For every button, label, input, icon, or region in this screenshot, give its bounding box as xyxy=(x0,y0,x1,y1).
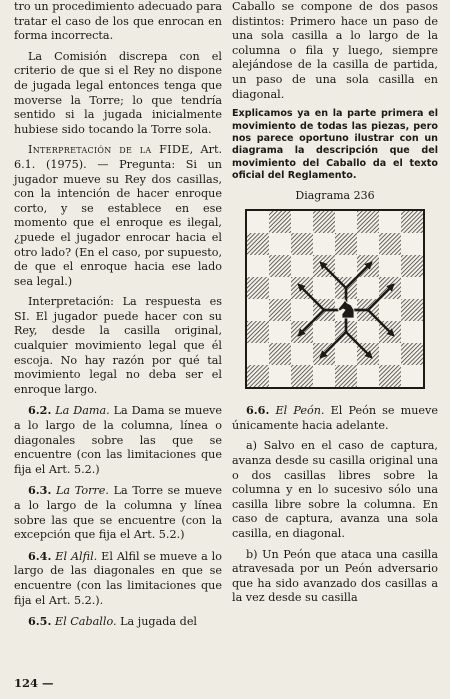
dark-square xyxy=(357,211,379,233)
light-square xyxy=(269,365,291,387)
section-title: El Peón. xyxy=(275,404,325,418)
light-square xyxy=(379,343,401,365)
light-square xyxy=(291,211,313,233)
fide-question: , Art. 6.1. (1975). — Pregunta: Si un jugador mueve su Rey dos casillas, con la intención de hacer enroque corto, y se establece en ese momento que el enroque es ilegal, ¿puede el jugador enrocar hacia el otro lado? (En el caso, por supuesto, de que el enroque hacia ese lado sea legal.) xyxy=(14,143,222,288)
editor-note: Explicamos ya en la parte primera el movimiento de todas las piezas, pero nos parece oportuno ilustrar con un diagrama la descripción que del movimiento del Caballo da el texto oficial del Reglamento. xyxy=(232,108,438,182)
dark-square xyxy=(247,277,269,299)
section-title: El Caballo. xyxy=(54,615,117,629)
dark-square xyxy=(401,211,423,233)
section-number: 6.4. xyxy=(28,548,52,563)
diagram-container xyxy=(232,209,438,389)
right-column xyxy=(232,0,438,612)
light-square xyxy=(401,233,423,255)
paragraph-a: a) Salvo en el caso de captura, avanza desde su casilla original una o dos casillas libres sobre la columna y en lo sucesivo sólo una casilla libre sobre la columna. En caso de captura, avanza una sola casilla, en diagonal. xyxy=(232,439,438,540)
section-6-6 xyxy=(232,403,438,433)
light-square xyxy=(291,299,313,321)
section-number: 6.6. xyxy=(246,403,270,418)
light-square xyxy=(291,255,313,277)
paragraph: Interpretación: La respuesta es SI. El jugador puede hacer con su Rey, desde la casilla original, cualquier movimiento legal que él escoja. No hay razón por qué tal movimiento legal no deba ser el enroque largo. xyxy=(14,295,222,396)
light-square xyxy=(313,233,335,255)
page-number: 124 — xyxy=(14,676,54,690)
section-title: La Torre. xyxy=(56,484,109,498)
section-number: 6.5. xyxy=(28,614,52,629)
light-square xyxy=(401,365,423,387)
light-square xyxy=(247,211,269,233)
light-square xyxy=(313,277,335,299)
dark-square xyxy=(401,343,423,365)
left-column xyxy=(14,0,222,636)
light-square xyxy=(401,277,423,299)
section-6-5 xyxy=(14,614,222,630)
section-text: La Dama se mueve a lo largo de la columna, línea o diagonales sobre las que se encuentre (con las limitaciones que fija el Art. 5.2.) xyxy=(14,404,222,476)
light-square xyxy=(379,211,401,233)
section-text: La Torre se mueve a lo largo de la columna y línea sobre las que se encuentre (con la excepción que fija el Art. 5.2.) xyxy=(14,484,222,542)
dark-square xyxy=(379,233,401,255)
dark-square xyxy=(291,233,313,255)
paragraph: La Comisión discrepa con el criterio de que si el Rey no dispone de jugada legal entonces tenga que moverse la Torre; lo que tendría sentido si la jugada inicialmente hubiese sido tocando la Torre sola. xyxy=(14,49,222,136)
dark-square xyxy=(335,365,357,387)
light-square xyxy=(379,299,401,321)
section-text: El Alfil se mueve a lo largo de las diagonales en que se encuentre (con las limitaciones que fija el Art. 5.2.). xyxy=(14,549,222,607)
light-square xyxy=(247,299,269,321)
light-square xyxy=(379,255,401,277)
light-square xyxy=(269,233,291,255)
section-text: La jugada del xyxy=(116,615,198,629)
light-square xyxy=(269,277,291,299)
light-square xyxy=(335,343,357,365)
light-square xyxy=(401,321,423,343)
dark-square xyxy=(401,255,423,277)
section-number: 6.3. xyxy=(28,483,52,498)
dark-square xyxy=(247,233,269,255)
dark-square xyxy=(313,211,335,233)
dark-square xyxy=(269,299,291,321)
dark-square xyxy=(247,321,269,343)
dark-square xyxy=(335,233,357,255)
light-square xyxy=(357,277,379,299)
dark-square xyxy=(379,365,401,387)
dark-square xyxy=(247,365,269,387)
dark-square xyxy=(269,343,291,365)
light-square xyxy=(247,255,269,277)
fide-heading: Interpretación de la FIDE xyxy=(28,143,190,157)
light-square xyxy=(269,321,291,343)
dark-square xyxy=(269,211,291,233)
section-6-3 xyxy=(14,483,222,542)
chess-diagram xyxy=(245,209,425,389)
section-title: El Alfil. xyxy=(55,549,98,563)
fide-interpretation xyxy=(14,143,222,289)
light-square xyxy=(335,255,357,277)
section-6-2 xyxy=(14,403,222,477)
dark-square xyxy=(401,299,423,321)
light-square xyxy=(313,365,335,387)
paragraph: tro un procedimiento adecuado para tratar el caso de los que enrocan en forma incorrecta. xyxy=(14,0,222,43)
diagram-title: Diagrama 236 xyxy=(295,188,375,202)
light-square xyxy=(357,365,379,387)
paragraph: Caballo se compone de dos pasos distintos: Primero hace un paso de una sola casilla a lo largo de la columna o fila y luego, siempre alejándose de la casilla de partida, un paso de una sola casilla en diagonal. xyxy=(232,0,438,101)
section-number: 6.2. xyxy=(28,403,52,418)
dark-square xyxy=(291,365,313,387)
light-square xyxy=(247,343,269,365)
dark-square xyxy=(269,255,291,277)
section-text: El Peón se mueve únicamente hacia adelante. xyxy=(232,404,438,432)
paragraph-b: b) Un Peón que ataca una casilla atravesada por un Peón adversario que ha sido avanzado dos casillas a la vez desde su casilla xyxy=(232,547,438,605)
light-square xyxy=(313,321,335,343)
light-square xyxy=(291,343,313,365)
light-square xyxy=(357,321,379,343)
section-title: La Dama. xyxy=(55,404,110,418)
light-square xyxy=(335,211,357,233)
section-6-4 xyxy=(14,549,222,608)
light-square xyxy=(357,233,379,255)
